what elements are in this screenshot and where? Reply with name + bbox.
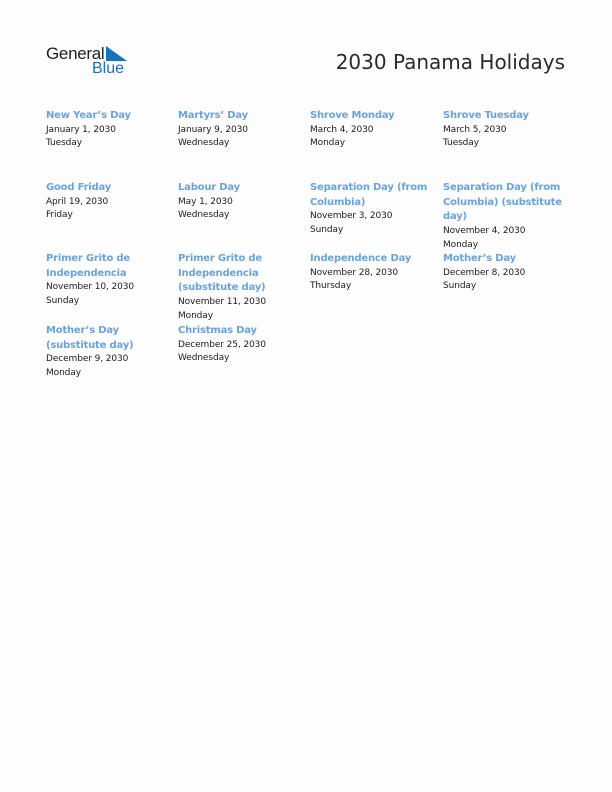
holiday-entry <box>310 252 434 294</box>
holiday-name: Separation Day (from Columbia) <box>310 182 428 208</box>
holiday-name: Shrove Tuesday <box>443 110 529 121</box>
logo-word-general: General <box>46 44 105 63</box>
holiday-date: January 1, 2030 <box>46 124 116 135</box>
holiday-name: Martyrs’ Day <box>178 110 248 121</box>
holiday-weekday: Monday <box>178 310 213 321</box>
holiday-weekday: Sunday <box>46 295 80 306</box>
holiday-entry <box>178 181 302 223</box>
holiday-entry <box>310 181 434 238</box>
holiday-weekday: Monday <box>46 367 81 378</box>
holiday-entry <box>443 109 567 151</box>
holiday-entry <box>46 324 170 381</box>
holiday-date: March 4, 2030 <box>310 124 374 135</box>
holiday-weekday: Monday <box>443 239 478 250</box>
holiday-date: March 5, 2030 <box>443 124 507 135</box>
holiday-entry <box>310 109 434 151</box>
holiday-entry <box>46 109 170 151</box>
holiday-date: May 1, 2030 <box>178 196 233 207</box>
holiday-weekday: Tuesday <box>443 138 479 149</box>
holiday-date: April 19, 2030 <box>46 196 109 207</box>
holiday-name: Labour Day <box>178 182 240 193</box>
holiday-name: Separation Day (from Columbia) (substitute day) <box>443 182 562 223</box>
holiday-weekday: Wednesday <box>178 210 230 221</box>
holiday-entry <box>178 109 302 151</box>
logo-word-blue: Blue <box>92 60 125 77</box>
logo-triangle-icon <box>106 46 127 61</box>
holiday-entry <box>443 181 567 252</box>
holiday-weekday: Tuesday <box>46 138 82 149</box>
holiday-name: Mother’s Day <box>443 253 516 264</box>
generalblue-logo <box>46 45 136 79</box>
holiday-entry <box>443 252 567 294</box>
holiday-date: November 11, 2030 <box>178 296 267 307</box>
holiday-weekday: Wednesday <box>178 138 230 149</box>
holiday-entry <box>178 324 302 366</box>
holiday-weekday: Friday <box>46 210 73 221</box>
page-title: 2030 Panama Holidays <box>335 50 565 74</box>
holiday-date: December 8, 2030 <box>443 267 526 278</box>
holiday-date: December 25, 2030 <box>178 339 266 350</box>
holiday-weekday: Sunday <box>443 281 477 292</box>
holiday-date: November 10, 2030 <box>46 282 135 293</box>
holiday-weekday: Thursday <box>310 281 352 292</box>
holiday-weekday: Monday <box>310 138 345 149</box>
holiday-weekday: Sunday <box>310 224 344 235</box>
holiday-entry <box>46 252 170 309</box>
holiday-weekday: Wednesday <box>178 353 230 364</box>
holiday-name: New Year’s Day <box>46 110 131 121</box>
holiday-name: Shrove Monday <box>310 110 395 121</box>
holiday-name: Mother’s Day (substitute day) <box>46 325 134 351</box>
holiday-name: Good Friday <box>46 182 112 193</box>
holiday-name: Independence Day <box>310 253 412 264</box>
holiday-entry <box>46 181 170 223</box>
holiday-date: November 28, 2030 <box>310 267 399 278</box>
holiday-date: January 9, 2030 <box>178 124 248 135</box>
holiday-name: Primer Grito de Independencia <box>46 253 130 279</box>
holiday-name: Primer Grito de Independencia (substitute day) <box>178 253 266 294</box>
holiday-date: November 4, 2030 <box>443 225 526 236</box>
holiday-date: November 3, 2030 <box>310 211 393 222</box>
holiday-date: December 9, 2030 <box>46 354 129 365</box>
holiday-name: Christmas Day <box>178 325 257 336</box>
holiday-entry <box>178 252 302 323</box>
